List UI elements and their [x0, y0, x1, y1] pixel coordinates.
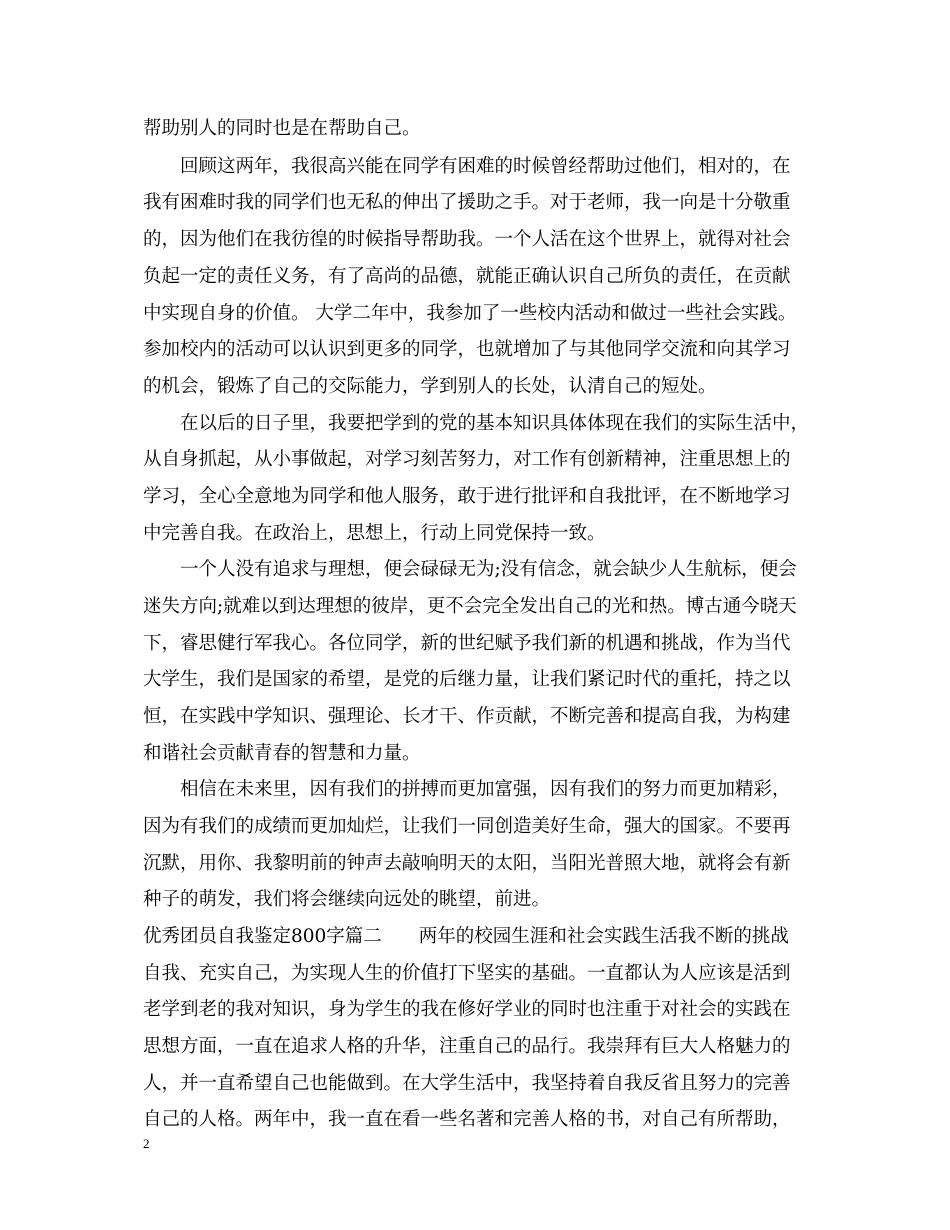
text-line: 自我、充实自己，为实现人生的价值打下坚实的基础。一直都认为人应该是活到 — [143, 963, 791, 984]
text-line: 相信在未来里，因有我们的拼搏而更加富强，因有我们的努力而更加精彩， — [180, 779, 791, 800]
text-line: 迷失方向;就难以到达理想的彼岸，更不会完全发出自己的光和热。博古通今晓天 — [143, 596, 797, 617]
text-line: 人，并一直希望自己也能做到。在大学生活中，我坚持着自我反省且努力的完善 — [143, 1073, 791, 1094]
text-line: 老学到老的我对知识，身为学生的我在修好学业的同时也注重于对社会的实践在 — [143, 999, 791, 1020]
text-line: 沉默，用你、我黎明前的钟声去敲响明天的太阳，当阳光普照大地，就将会有新 — [143, 853, 791, 874]
text-line: 负起一定的责任义务，有了高尚的品德，就能正确认识自己所负的责任，在贡献 — [143, 266, 791, 287]
page-number: 2 — [143, 1136, 150, 1151]
text-line: 的机会，锻炼了自己的交际能力，学到别人的长处，认清自己的短处。 — [143, 376, 717, 397]
text-line: 学习，全心全意地为同学和他人服务，敢于进行批评和自我批评，在不断地学习 — [143, 486, 791, 507]
text-line: 恒，在实践中学知识、强理论、长才干、作贡献，不断完善和提高自我，为构建 — [143, 706, 791, 727]
text-line: 从自身抓起，从小事做起，对学习刻苦努力，对工作有创新精神，注重思想上的 — [143, 449, 791, 470]
text-line: 中实现自身的价值。 大学二年中，我参加了一些校内活动和做过一些社会实践。 — [143, 303, 797, 324]
text-line: 因为有我们的成绩而更加灿烂，让我们一同创造美好生命，强大的国家。不要再 — [143, 816, 791, 837]
text-line: 思想方面，一直在追求人格的升华，注重自己的品行。我崇拜有巨大人格魅力的 — [143, 1036, 791, 1057]
text-line: 下，睿思健行军我心。各位同学，新的世纪赋予我们新的机遇和挑战，作为当代 — [143, 633, 791, 654]
text-line: 一个人没有追求与理想，便会碌碌无为;没有信念，就会缺少人生航标，便会 — [180, 559, 797, 580]
text-line: 我有困难时我的同学们也无私的伸出了援助之手。对于老师，我一向是十分敬重 — [143, 192, 791, 213]
text-line: 帮助别人的同时也是在帮助自己。 — [143, 118, 421, 139]
text-line: 参加校内的活动可以认识到更多的同学，也就增加了与其他同学交流和向其学习 — [143, 339, 791, 360]
text-line: 的，因为他们在我彷徨的时候指导帮助我。一个人活在这个世界上，就得对社会 — [143, 229, 791, 250]
text-line: 种子的萌发，我们将会继续向远处的眺望，前进。 — [143, 889, 551, 910]
text-line: 优秀团员自我鉴定800字篇二 两年的校园生涯和社会实践生活我不断的挑战 — [143, 926, 789, 947]
text-line: 回顾这两年，我很高兴能在同学有困难的时候曾经帮助过他们，相对的，在 — [180, 156, 791, 177]
text-line: 和谐社会贡献青春的智慧和力量。 — [143, 743, 421, 764]
text-line: 中完善自我。在政治上，思想上，行动上同党保持一致。 — [143, 523, 606, 544]
text-line: 大学生，我们是国家的希望，是党的后继力量，让我们紧记时代的重托，持之以 — [143, 669, 791, 690]
text-line: 自己的人格。两年中，我一直在看一些名著和完善人格的书，对自己有所帮助， — [143, 1109, 791, 1130]
text-line: 在以后的日子里，我要把学到的党的基本知识具体体现在我们的实际生活中， — [180, 413, 810, 434]
